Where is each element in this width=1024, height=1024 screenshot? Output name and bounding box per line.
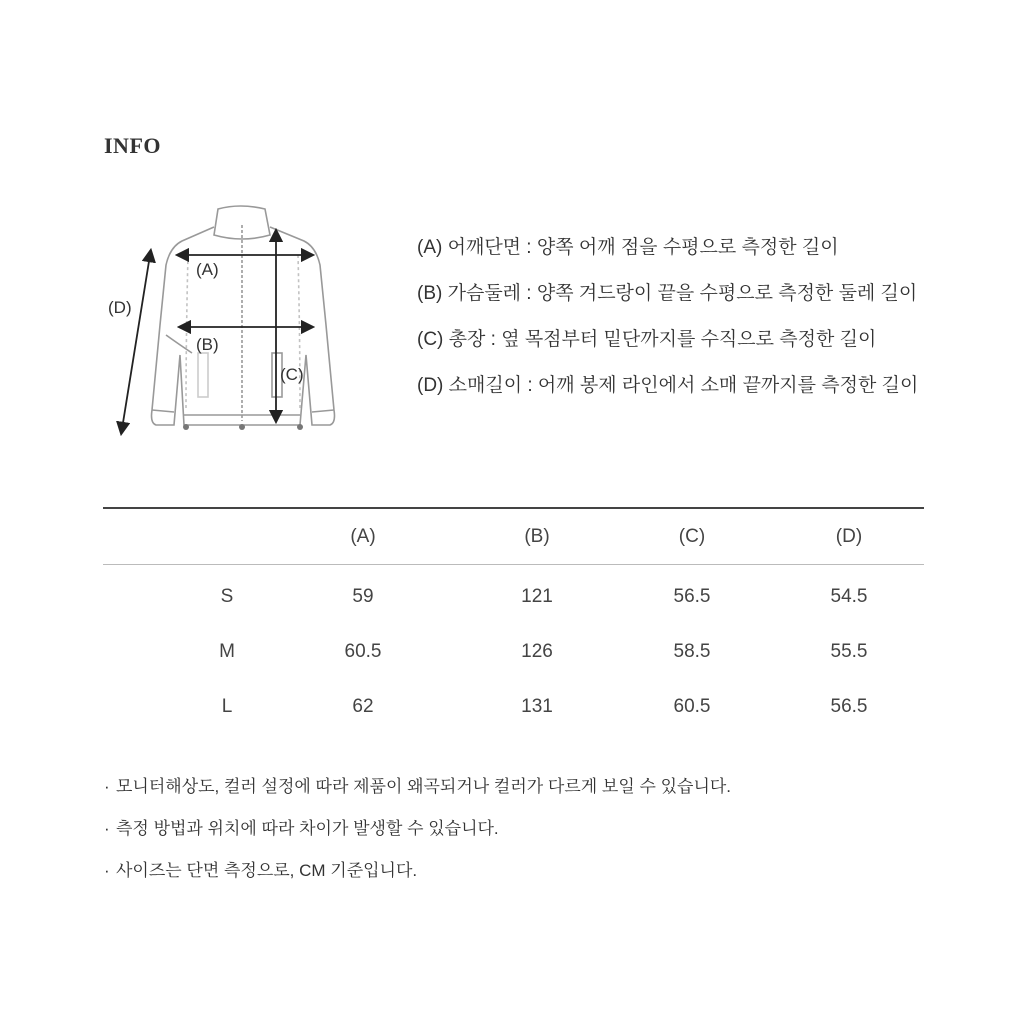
size-label: M xyxy=(219,640,235,662)
label-d: (D) xyxy=(108,298,132,317)
jacket-diagram xyxy=(100,195,340,445)
label-b: (B) xyxy=(196,335,219,354)
note-text: 사이즈는 단면 측정으로, CM 기준입니다. xyxy=(116,861,418,880)
description-c: (C) 총장 : 옆 목점부터 밑단까지를 수직으로 측정한 길이 xyxy=(417,329,877,350)
size-label: S xyxy=(220,585,234,607)
value-d: 55.5 xyxy=(830,640,868,662)
jacket-outline xyxy=(152,206,335,425)
note-item xyxy=(104,776,731,818)
value-b: 126 xyxy=(521,640,553,662)
description-d: (D) 소매길이 : 어깨 봉제 라인에서 소매 끝까지를 측정한 길이 xyxy=(417,375,919,396)
value-a: 62 xyxy=(352,695,374,717)
notes-list xyxy=(104,776,731,902)
label-a: (A) xyxy=(196,260,219,279)
value-d: 54.5 xyxy=(830,585,868,607)
table-header xyxy=(103,507,924,565)
value-c: 58.5 xyxy=(673,640,711,662)
note-text: 측정 방법과 위치에 따라 차이가 발생할 수 있습니다. xyxy=(116,819,499,838)
note-item xyxy=(104,818,731,860)
table-row xyxy=(103,624,924,679)
table-row xyxy=(103,569,924,624)
value-a: 60.5 xyxy=(344,640,382,662)
value-c: 60.5 xyxy=(673,695,711,717)
label-c: (C) xyxy=(280,365,304,384)
bullet-icon: · xyxy=(104,819,110,838)
value-d: 56.5 xyxy=(830,695,868,717)
size-table xyxy=(103,507,924,734)
value-c: 56.5 xyxy=(673,585,711,607)
note-text: 모니터해상도, 컬러 설정에 따라 제품이 왜곡되거나 컬러가 다르게 보일 수 있습니다. xyxy=(116,777,732,796)
table-row xyxy=(103,679,924,734)
measurement-descriptions xyxy=(417,238,918,422)
bullet-icon: · xyxy=(104,861,110,880)
header-c: (C) xyxy=(678,525,706,547)
bullet-icon: · xyxy=(104,777,110,796)
arrow-d xyxy=(122,255,150,429)
page-title: INFO xyxy=(104,133,161,158)
size-label: L xyxy=(221,695,233,717)
header-b: (B) xyxy=(524,525,550,547)
description-a: (A) 어깨단면 : 양쪽 어깨 점을 수평으로 측정한 길이 xyxy=(417,237,839,258)
value-b: 131 xyxy=(521,695,553,717)
header-a: (A) xyxy=(350,525,376,547)
value-a: 59 xyxy=(352,585,374,607)
description-b: (B) 가슴둘레 : 양쪽 겨드랑이 끝을 수평으로 측정한 둘레 길이 xyxy=(417,283,918,304)
note-item xyxy=(104,860,731,902)
value-b: 121 xyxy=(521,585,553,607)
header-d: (D) xyxy=(835,525,863,547)
